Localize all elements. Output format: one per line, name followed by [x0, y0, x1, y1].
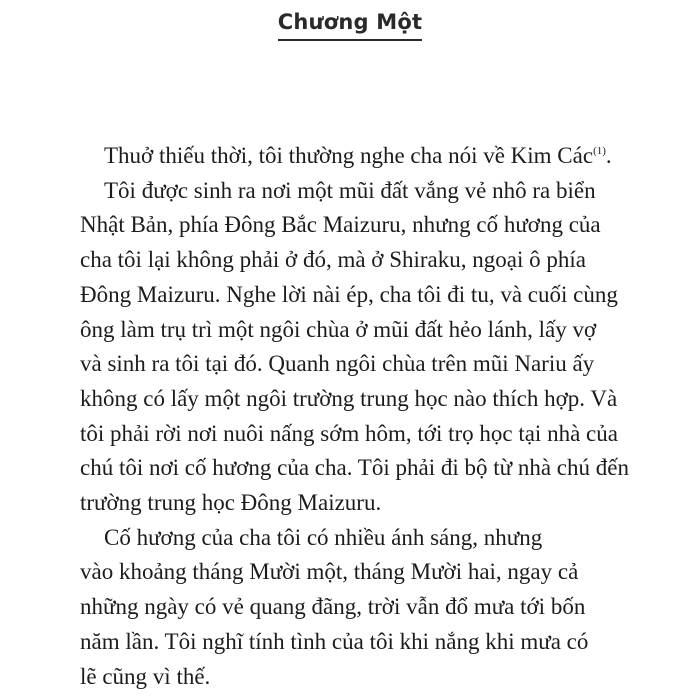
text-line: Đông Maizuru. Nghe lời nài ép, cha tôi đi tu, và cuối cùng — [80, 281, 618, 307]
text-line: Nhật Bản, phía Đông Bắc Maizuru, nhưng cố hương của — [80, 212, 601, 238]
text-line: tôi phải rời nơi nuôi nấng sớm hôm, tới trọ học tại nhà của — [80, 420, 618, 446]
text-line: cha tôi lại không phải ở đó, mà ở Shiraku, ngoại ô phía — [80, 247, 586, 273]
text-line: năm lần. Tôi nghĩ tính tình của tôi khi nắng khi mưa có — [80, 628, 589, 654]
text-line: những ngày có vẻ quang đãng, trời vẫn đổ mưa tới bốn — [80, 594, 586, 620]
text-line: Cố hương của cha tôi có nhiều ánh sáng, nhưng — [104, 524, 543, 550]
footnote-marker[interactable]: (1) — [593, 145, 606, 157]
text-line: ông làm trụ trì một ngôi chùa ở mũi đất hẻo lánh, lấy vợ — [80, 316, 597, 342]
chapter-body — [80, 139, 664, 694]
chapter-title — [0, 10, 700, 41]
text-line: không có lấy một ngôi trường trung học nào thích hợp. Và — [80, 385, 618, 411]
text-line: lẽ cũng vì thế. — [80, 663, 211, 689]
text-line: vào khoảng tháng Mười một, tháng Mười hai, ngay cả — [80, 559, 579, 585]
text-line: chú tôi nơi cố hương của cha. Tôi phải đi bộ từ nhà chú đến — [80, 455, 629, 481]
text-line: và sinh ra tôi tại đó. Quanh ngôi chùa trên mũi Nariu ấy — [80, 351, 595, 377]
chapter-title-text: Chương Một — [278, 10, 422, 41]
text-line: Tôi được sinh ra nơi một mũi đất vắng vẻ nhô ra biển — [104, 177, 596, 203]
text-line: trường trung học Đông Maizuru. — [80, 490, 382, 516]
text-line: Thuở thiếu thời, tôi thường nghe cha nói về Kim Các$^{(1)}$. — [104, 143, 612, 168]
